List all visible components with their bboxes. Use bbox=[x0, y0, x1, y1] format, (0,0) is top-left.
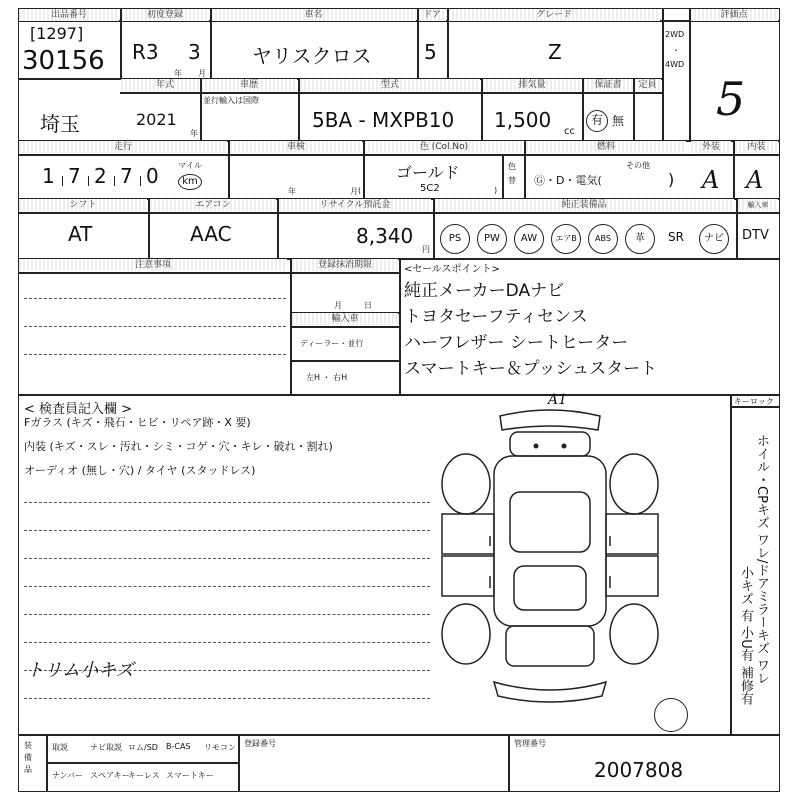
reg-month: 月 bbox=[334, 301, 342, 310]
sales-point: 純正メーカーDAナビ bbox=[404, 281, 565, 301]
fuel-header: 燃料 bbox=[526, 141, 686, 153]
lot-aux: [1297] bbox=[30, 24, 84, 43]
bottom-item: スマートキー bbox=[166, 771, 214, 780]
car-name-header: 車名 bbox=[211, 9, 416, 21]
handwritten-note: トリム小キズ bbox=[26, 660, 134, 681]
first-reg-header: 初度登録 bbox=[121, 9, 209, 21]
model-code: 5BA - MXPB10 bbox=[312, 108, 455, 132]
warranty-yes: 有 bbox=[586, 110, 608, 132]
equipment-item: エアB bbox=[551, 224, 581, 254]
mileage-separator bbox=[88, 176, 89, 186]
equipment-item: ABS bbox=[588, 224, 618, 254]
recycle-header: リサイクル預託金 bbox=[279, 199, 431, 211]
bottom-item: ナビ取説 bbox=[90, 743, 122, 752]
caution-header: 注意事項 bbox=[19, 259, 287, 271]
equipment-item: SR bbox=[668, 230, 684, 244]
displacement: 1,500 bbox=[494, 108, 552, 132]
mileage-digit: 7 bbox=[120, 164, 133, 188]
side-note-1: ホイル・CPキズ ワレ/ドアミラーキズ ワレ bbox=[754, 434, 769, 685]
bottom-item: 取説 bbox=[52, 743, 68, 752]
sales-point: トヨタセーフティセンス bbox=[404, 307, 588, 327]
interior-grade: A bbox=[746, 166, 764, 194]
first-reg-era: R3 bbox=[132, 40, 159, 64]
mileage-separator bbox=[62, 176, 63, 186]
prefecture: 埼玉 bbox=[40, 112, 80, 136]
doors-header: ドア bbox=[418, 9, 446, 21]
equipment-item: ナビ bbox=[699, 224, 729, 254]
mileage-digit: 0 bbox=[146, 164, 159, 188]
reg-no-label: 登録番号 bbox=[244, 739, 276, 748]
reg-deadline-header: 登録抹消期限 bbox=[292, 259, 398, 271]
exterior-header: 外装 bbox=[691, 141, 731, 153]
warranty-header: 保証書 bbox=[583, 79, 633, 91]
inspector-line: 内装 (キズ・スレ・汚れ・シミ・コゲ・穴・キレ・破れ・割れ) bbox=[24, 440, 333, 453]
bottom-item: キーレス bbox=[128, 771, 160, 780]
capacity-header: 定員 bbox=[634, 79, 661, 91]
lot-number: 30156 bbox=[22, 46, 105, 76]
color-paren-close: ) bbox=[494, 186, 498, 195]
dealer-label: ディーラー・並行 bbox=[300, 339, 364, 348]
shaken-year: 年 bbox=[288, 187, 296, 196]
equipment-item: 革 bbox=[625, 224, 655, 254]
car-name: ヤリスクロス bbox=[252, 44, 372, 68]
score-header: 評価点 bbox=[690, 9, 778, 21]
bottom-item: ロム/SD bbox=[128, 743, 158, 752]
diagram-mark: A1 bbox=[548, 392, 568, 408]
mileage-separator bbox=[114, 176, 115, 186]
year-unit: 年 bbox=[174, 69, 182, 78]
bottom-label: 装備品 bbox=[24, 741, 32, 774]
displacement-header: 排気量 bbox=[482, 79, 582, 91]
mgmt-label: 管理番号 bbox=[514, 739, 546, 748]
car-diagram bbox=[430, 396, 670, 716]
year-header: 年式 bbox=[121, 79, 209, 91]
doors: 5 bbox=[424, 40, 437, 64]
grade: Z bbox=[548, 40, 562, 64]
mgmt-number: 2007808 bbox=[594, 758, 684, 782]
fuel-other: その他 bbox=[626, 161, 650, 170]
mileage-unit: km bbox=[178, 174, 202, 190]
inspector-title: < 検査員記入欄 > bbox=[24, 402, 133, 417]
color-code: 5C2 bbox=[420, 183, 440, 194]
interior-header: 内装 bbox=[735, 141, 778, 153]
model-year: 2021 bbox=[136, 110, 177, 129]
shaken-header: 車検 bbox=[230, 141, 362, 153]
bottom-item: ナンバー bbox=[52, 771, 84, 780]
drive-4wd: 4WD bbox=[665, 60, 685, 69]
inspector-line: Fガラス (キズ・飛石・ヒビ・リペア跡・X 要) bbox=[24, 416, 251, 429]
color-name: ゴールド bbox=[396, 163, 460, 182]
equipment-header: 純正装備品 bbox=[434, 199, 734, 211]
warranty-no: 無 bbox=[612, 114, 625, 128]
shaken-month: 月 bbox=[350, 187, 358, 196]
exterior-grade: A bbox=[702, 166, 720, 194]
mileage-digit: 2 bbox=[94, 164, 107, 188]
sales-points-header: <セールスポイント> bbox=[404, 264, 500, 275]
mileage-header: 走行 bbox=[19, 141, 227, 153]
bottom-item: B-CAS bbox=[166, 742, 191, 751]
import-type-header: 輸入車 bbox=[738, 199, 778, 211]
reg-day: 日 bbox=[364, 301, 372, 310]
equipment-item: PS bbox=[440, 224, 470, 254]
mileage-unit-top: マイル bbox=[178, 161, 202, 170]
lot-header: 出品番号 bbox=[19, 9, 119, 21]
sales-point: スマートキー＆プッシュスタート bbox=[404, 359, 658, 379]
drive-2wd: 2WD bbox=[665, 30, 685, 39]
history-header: 車歴 bbox=[201, 79, 297, 91]
mileage-separator bbox=[140, 176, 141, 186]
equipment-item: AW bbox=[514, 224, 544, 254]
mileage-digit: 1 bbox=[42, 164, 55, 188]
recycle-unit: 円 bbox=[422, 245, 430, 254]
handle-side: 左H ・ 右H bbox=[306, 373, 348, 382]
equipment-item: PW bbox=[477, 224, 507, 254]
side-note-2: 小キズ 有 小U有 補修有 bbox=[738, 566, 753, 705]
color-paren-open: ( bbox=[358, 186, 362, 195]
month-unit: 月 bbox=[198, 69, 206, 78]
drive-dot: ・ bbox=[672, 46, 680, 55]
first-reg-month: 3 bbox=[188, 40, 201, 64]
keylock-header: キーロック bbox=[734, 397, 774, 406]
model-year-unit: 年 bbox=[190, 129, 198, 138]
model-header: 型式 bbox=[300, 79, 480, 91]
bottom-item: スペアキー bbox=[90, 771, 130, 780]
grade-header: グレード bbox=[448, 9, 660, 21]
color-header: 色 (Col.No) bbox=[364, 141, 524, 153]
sales-point: ハーフレザー シートヒーター bbox=[404, 333, 629, 353]
import-note: 並行輸入は国際 bbox=[203, 96, 259, 105]
aircon-value: AAC bbox=[190, 222, 232, 246]
shift-header: シフト bbox=[19, 199, 147, 211]
aircon-header: エアコン bbox=[150, 199, 276, 211]
cc-unit: cc bbox=[564, 126, 575, 137]
diagram-circle bbox=[654, 698, 688, 732]
bottom-item: リモコン bbox=[204, 743, 236, 752]
tv-value: DTV bbox=[742, 228, 769, 243]
fuel-options: Ⓖ・D・電気( bbox=[534, 174, 602, 187]
mileage-digit: 7 bbox=[68, 164, 81, 188]
score-value: 5 bbox=[716, 72, 746, 126]
recycle-value: 8,340 bbox=[356, 224, 414, 248]
shift-value: AT bbox=[68, 222, 93, 246]
color-change-label: 色替 bbox=[508, 162, 516, 185]
import-vehicle-header: 輸入車 bbox=[292, 313, 398, 325]
inspector-line: オーディオ (無し・穴) / タイヤ (スタッドレス) bbox=[24, 464, 256, 477]
fuel-close: ) bbox=[668, 170, 675, 189]
